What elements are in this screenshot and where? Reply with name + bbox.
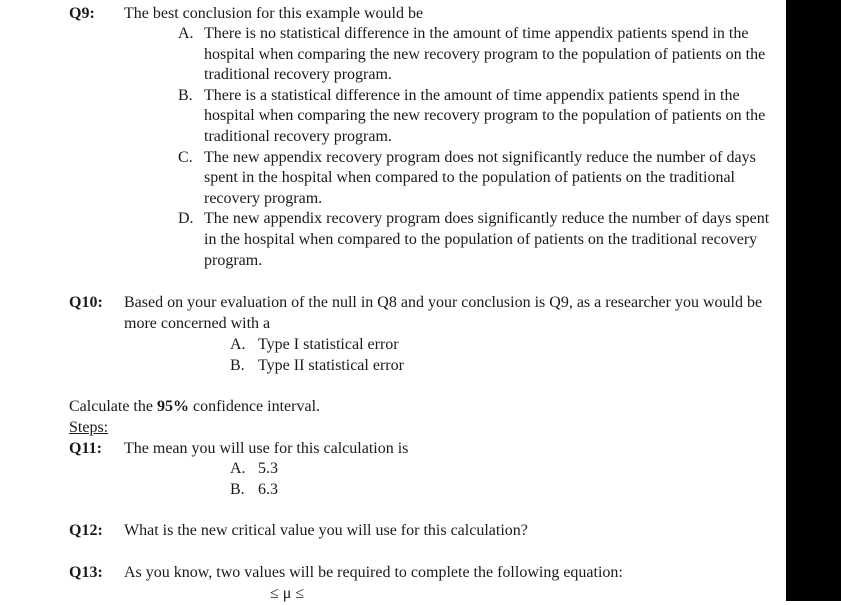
question-number: Q11: (69, 440, 102, 457)
option-text: 5.3 (258, 460, 278, 477)
option-text: There is no statistical difference in the amount of time appendix patients spend in the hospital when comparing the new recovery program to the population of patients on the traditional recovery program. (204, 25, 766, 84)
answer-option-d[interactable] (178, 209, 778, 271)
option-text: Type I statistical error (258, 336, 399, 353)
ci-instruction (69, 397, 320, 418)
ci-level: 95% (156, 398, 189, 415)
option-letter: D. (178, 210, 194, 228)
question-number: Q9: (69, 5, 95, 22)
option-letter: B. (230, 480, 245, 498)
question-prompt: The best conclusion for this example would be (124, 5, 424, 22)
answer-options (230, 335, 630, 376)
answer-option-a[interactable] (230, 459, 630, 480)
answer-options (230, 459, 630, 500)
option-letter: B. (178, 86, 193, 104)
answer-option-a[interactable] (230, 335, 630, 356)
answer-option-c[interactable] (178, 148, 778, 210)
ci-suffix: confidence interval. (188, 398, 321, 415)
answer-option-a[interactable] (178, 24, 778, 86)
option-letter: C. (178, 148, 193, 166)
option-text: The new appendix recovery program does not significantly reduce the number of days spent in the hospital when compared to the population of patients on the traditional recovery program. (204, 148, 756, 207)
option-letter: A. (230, 336, 246, 353)
answer-option-b[interactable] (230, 480, 630, 501)
answer-option-b[interactable] (178, 86, 778, 148)
ci-prefix: Calculate the (69, 398, 157, 415)
option-text: 6.3 (258, 480, 278, 498)
option-text: Type II statistical error (258, 356, 404, 374)
option-text: There is a statistical difference in the amount of time appendix patients spend in the hospital when comparing the new recovery program to the population of patients on the traditional recovery program. (204, 86, 766, 145)
option-letter: B. (230, 356, 245, 374)
question-prompt: The mean you will use for this calculation is (124, 440, 409, 457)
question-prompt: As you know, two values will be required to complete the following equation: (124, 564, 623, 581)
option-letter: A. (178, 25, 194, 42)
ci-equation: ≤ μ ≤ (270, 585, 305, 602)
right-black-bar (786, 0, 841, 601)
question-prompt: Based on your evaluation of the null in Q8 and your conclusion is Q9, as a researcher you would be more concerned with a (124, 294, 763, 332)
question-number: Q13: (69, 564, 103, 581)
question-prompt: What is the new critical value you will use for this calculation? (124, 522, 528, 539)
option-text: The new appendix recovery program does significantly reduce the number of days spent in the hospital when compared to the population of patients on the traditional recovery program. (204, 210, 770, 269)
answer-option-b[interactable] (230, 356, 630, 377)
option-letter: A. (230, 460, 246, 477)
question-number: Q10: (69, 294, 103, 311)
answer-options (178, 24, 778, 271)
question-number: Q12: (69, 522, 103, 539)
steps-label: Steps: (69, 419, 109, 436)
